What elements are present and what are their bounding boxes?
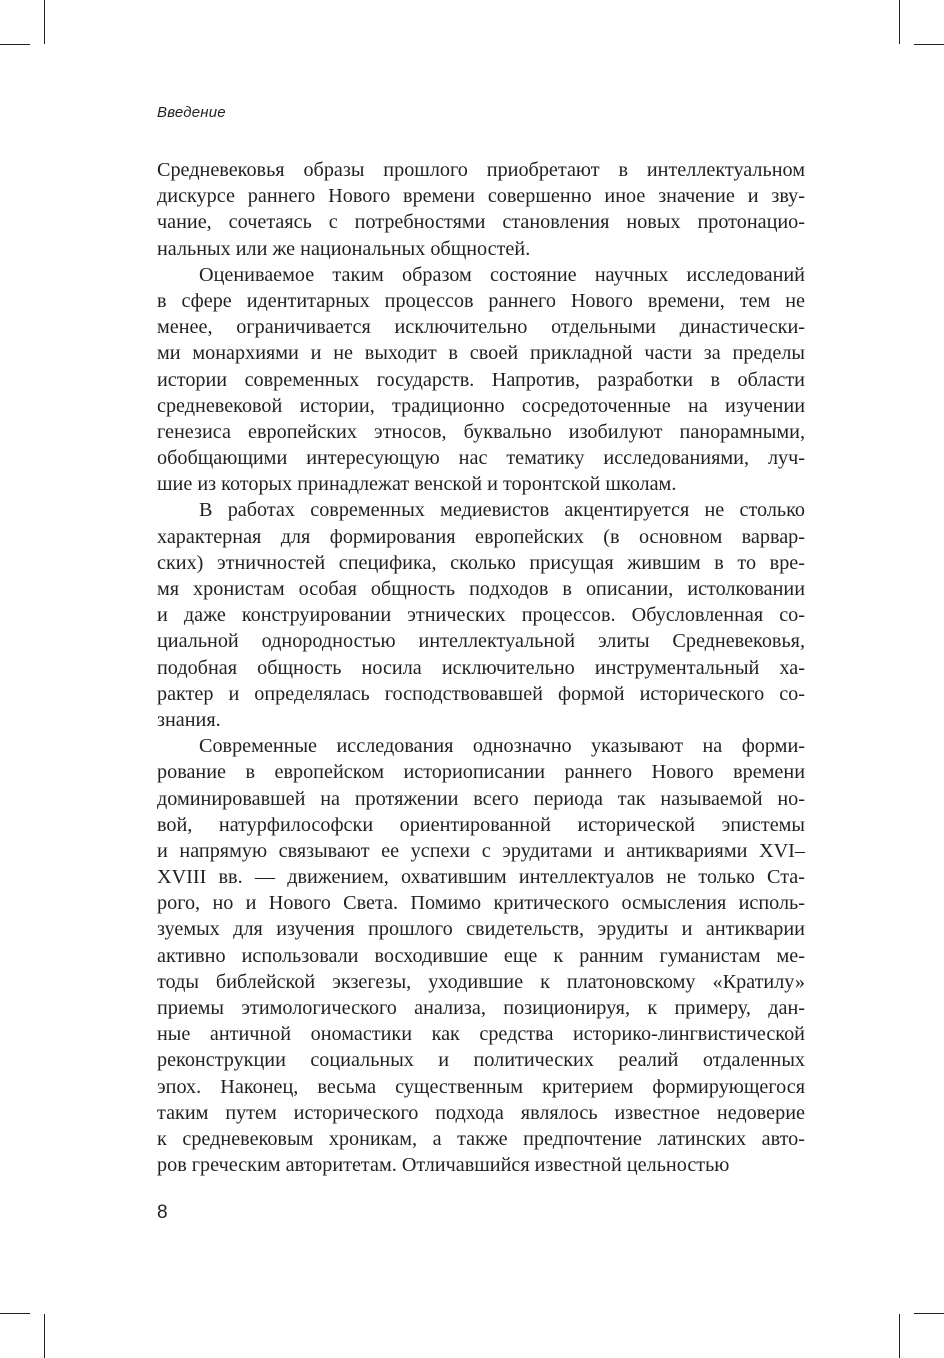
paragraph [157, 157, 805, 262]
text-line: генезиса европейских этносов, буквально изобилуют панорамными, [157, 420, 805, 443]
crop-mark-bottom-left-horizontal [0, 1313, 30, 1314]
text-line: шие из которых принадлежат венской и торонтской школам. [157, 473, 677, 496]
text-line: дискурсе раннего Нового времени совершенно иное значение и зву- [157, 185, 805, 208]
text-line: активно использовали восходившие еще к ранним гуманистам ме- [157, 944, 805, 967]
text-line: приемы этимологического анализа, позиционируя, к примеру, дан- [157, 997, 805, 1019]
text-line: вой, натурфилософски ориентированной исторической эпистемы [157, 813, 805, 836]
crop-mark-bottom-right-vertical [899, 1314, 900, 1358]
crop-mark-top-right-horizontal [914, 44, 944, 45]
text-line: XVIII вв. — движением, охватившим интеллектуалов не только Ста- [157, 866, 805, 889]
text-line: рого, но и Нового Света. Помимо критического осмысления исполь- [157, 892, 805, 915]
text-line: знания. [157, 708, 221, 731]
text-line: истории современных государств. Напротив, разработки в области [157, 368, 805, 391]
text-line: ров греческим авторитетам. Отличавшийся известной цельностью [157, 1154, 730, 1177]
text-line: и даже конструировании этнических процессов. Обусловленная со- [157, 604, 805, 627]
text-line: таким путем исторического подхода являлось известное недоверие [157, 1101, 805, 1124]
running-head: Введение [157, 104, 226, 121]
text-line: зуемых для изучения прошлого свидетельств, эрудиты и антикварии [157, 918, 805, 941]
text-line: рактер и определялась господствовавшей формой исторического со- [157, 682, 805, 705]
crop-mark-top-right-vertical [899, 0, 900, 44]
text-line: подобная общность носила исключительно инструментальный ха- [157, 656, 805, 679]
text-line: средневековой истории, традиционно сосредоточенные на изучении [157, 394, 805, 417]
text-line: мя хронистам особая общность подходов в описании, истолковании [157, 578, 805, 600]
page-number: 8 [157, 1202, 168, 1223]
text-line: менее, ограничивается исключительно отдельными династически- [157, 316, 805, 339]
text-line: к средневековым хроникам, а также предпочтение латинских авто- [157, 1127, 805, 1150]
crop-mark-bottom-right-horizontal [914, 1313, 944, 1314]
text-line: характерная для формирования европейских (в основном варвар- [157, 525, 805, 548]
body-text [157, 157, 805, 1178]
text-line: ми монархиями и не выходит в своей прикладной части за пределы [157, 342, 805, 365]
text-line: тоды библейской экзегезы, уходившие к платоновскому «Кратилу» [157, 970, 805, 993]
crop-mark-top-left-vertical [44, 0, 45, 44]
crop-mark-bottom-left-vertical [44, 1314, 45, 1358]
text-line: чание, сочетаясь с потребностями становления новых протонацио- [157, 211, 805, 234]
text-line: и напрямую связывают ее успехи с эрудитами и антиквариями XVI– [157, 839, 805, 862]
text-line: реконструкции социальных и политических реалий отдаленных [157, 1049, 805, 1072]
text-line: рование в европейском историописании раннего Нового времени [157, 761, 805, 784]
paragraph [157, 262, 805, 498]
text-line: В работах современных медиевистов акцентируется не столько [199, 499, 805, 522]
text-line: ских) этничностей специфика, сколько присущая жившим в то вре- [157, 551, 805, 574]
paragraph [157, 733, 805, 1178]
text-line: обобщающими интересующую нас тематику исследованиями, луч- [157, 447, 805, 470]
text-line: Средневековья образы прошлого приобретают в интеллектуальном [157, 159, 805, 181]
text-line: Оцениваемое таким образом состояние научных исследований [199, 263, 805, 286]
text-line: ные античной ономастики как средства историко-лингвистической [157, 1023, 805, 1046]
text-line: нальных или же национальных общностей. [157, 237, 531, 260]
paragraph [157, 497, 805, 733]
text-line: циальной однородностью интеллектуальной элиты Средневековья, [157, 630, 805, 653]
text-line: Современные исследования однозначно указывают на форми- [199, 735, 805, 758]
text-line: в сфере идентитарных процессов раннего Нового времени, тем не [157, 289, 805, 312]
crop-mark-top-left-horizontal [0, 44, 30, 45]
text-line: эпох. Наконец, весьма существенным критерием формирующегося [157, 1075, 805, 1098]
text-line: доминировавшей на протяжении всего периода так называемой но- [157, 787, 805, 810]
